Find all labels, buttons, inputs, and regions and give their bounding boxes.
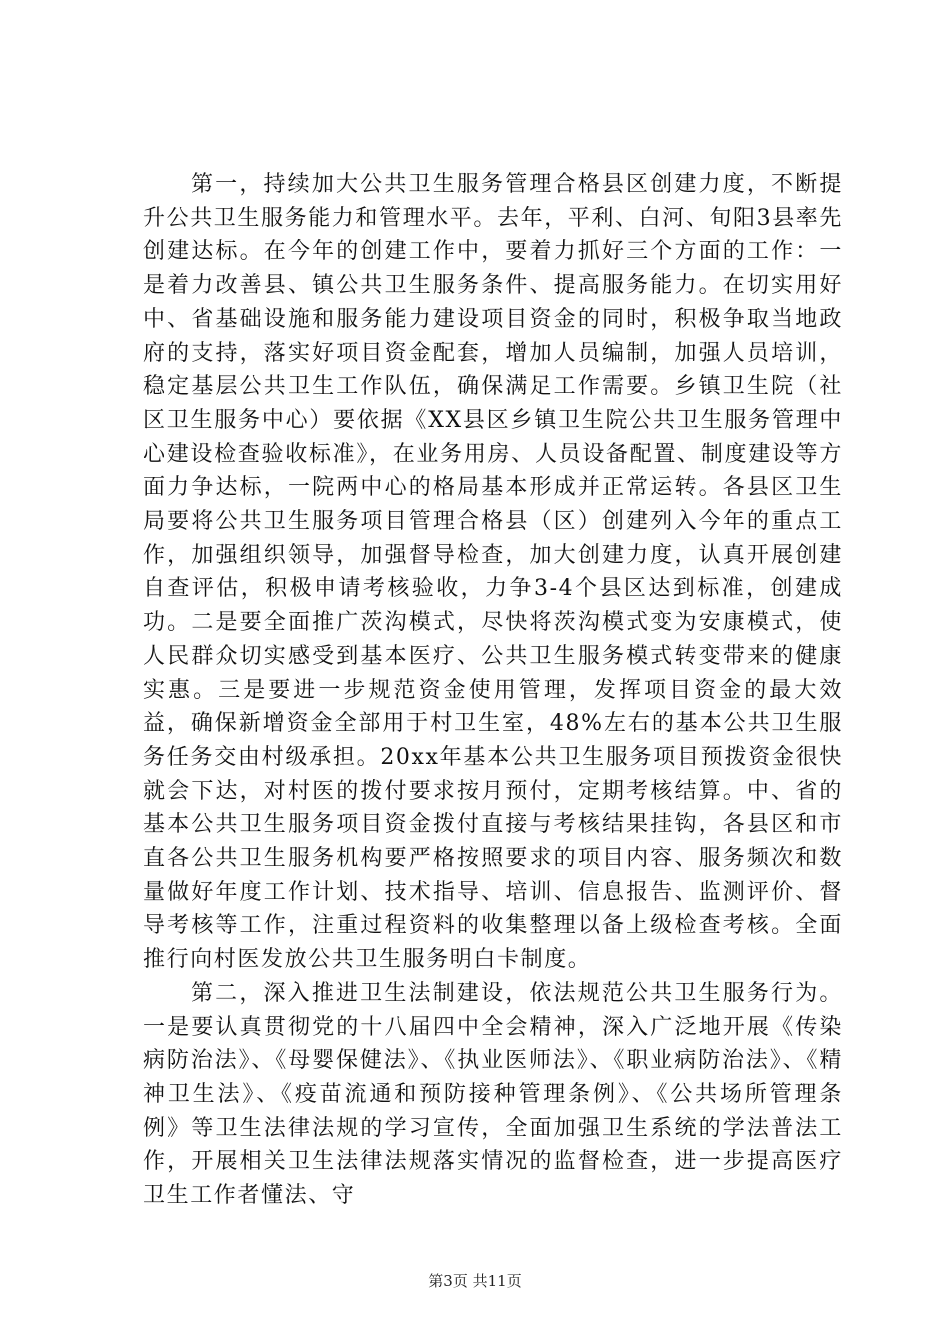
paragraph-2: 第二，深入推进卫生法制建设，依法规范公共卫生服务行为。一是要认真贯彻党的十八届四中全会精神，深入广泛地开展《传染病防治法》、《母婴保健法》、《执业医师法》、《职业病防治法》、《精神卫生法》、《疫苗流通和预防接种管理条例》、《公共场所管理条例》等卫生法律法规的学习宣传，全面加强卫生系统的学法普法工作，开展相关卫生法律法规落实情况的监督检查，进一步提高医疗卫生工作者懂法、守: [143, 980, 843, 1209]
page-number-footer: 第3页 共11页: [428, 1272, 522, 1290]
paragraph-1: 第一，持续加大公共卫生服务管理合格县区创建力度，不断提升公共卫生服务能力和管理水平。去年，平利、白河、旬阳3县率先创建达标。在今年的创建工作中，要着力抓好三个方面的工作：一是着力改善县、镇公共卫生服务条件、提高服务能力。在切实用好中、省基础设施和服务能力建设项目资金的同时，积极争取当地政府的支持，落实好项目资金配套，增加人员编制，加强人员培训，稳定基层公共卫生工作队伍，确保满足工作需要。乡镇卫生院（社区卫生服务中心）要依据《XX县区乡镇卫生院公共卫生服务管理中心建设检查验收标准》，在业务用房、人员设备配置、制度建设等方面力争达标，一院两中心的格局基本形成并正常运转。各县区卫生局要将公共卫生服务项目管理合格县（区）创建列入今年的重点工作，加强组织领导，加强督导检查，加大创建力度，认真开展创建自查评估，积极申请考核验收，力争3-4个县区达到标准，创建成功。二是要全面推广茨沟模式，尽快将茨沟模式变为安康模式，使人民群众切实感受到基本医疗、公共卫生服务模式转变带来的健康实惠。三是要进一步规范资金使用管理，发挥项目资金的最大效益，确保新增资金全部用于村卫生室，48%左右的基本公共卫生服务任务交由村级承担。20xx年基本公共卫生服务项目预拨资金很快就会下达，对村医的拨付要求按月预付，定期考核结算。中、省的基本公共卫生服务项目资金拨付直接与考核结果挂钩，各县区和市直各公共卫生服务机构要严格按照要求的项目内容、服务频次和数量做好年度工作计划、技术指导、培训、信息报告、监测评价、督导考核等工作，注重过程资料的收集整理以备上级检查考核。全面推行向村医发放公共卫生服务明白卡制度。: [143, 172, 843, 973]
document-body: [143, 168, 843, 1213]
